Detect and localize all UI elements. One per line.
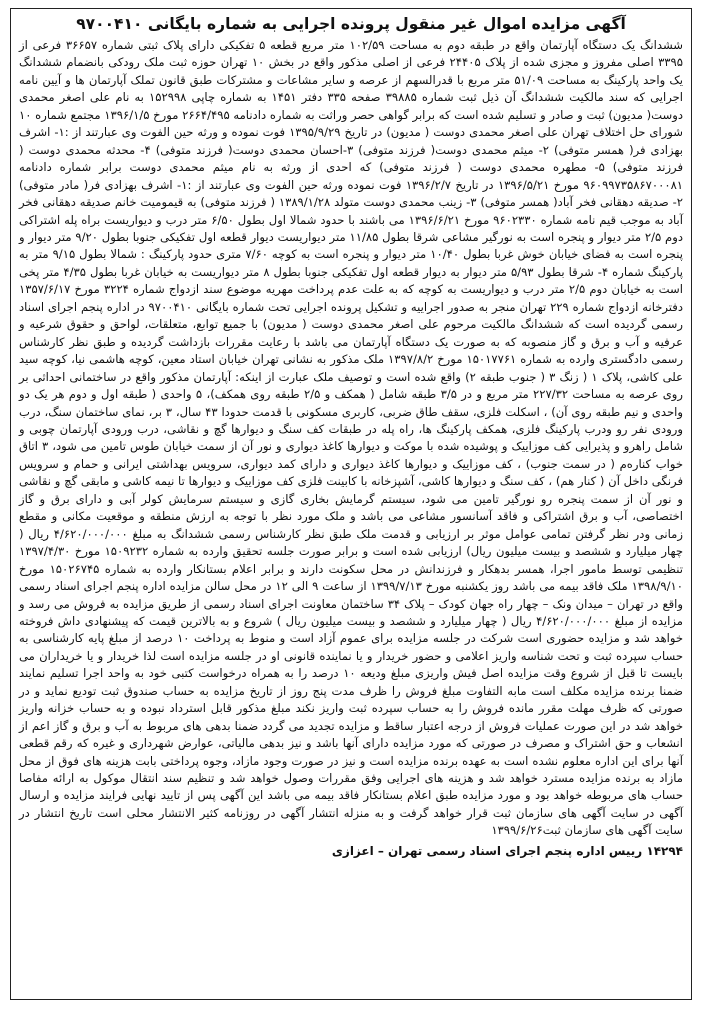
notice-body: ششدانگ یک دستگاه آپارتمان واقع در طبقه دوم به مساحت ۱۰۲/۵۹ متر مربع قطعه ۵ تفکیکی دارای پلاک ثبتی شماره ۳۶۶۵۷ فرعی از ۳۳۹۵ اصلی مفروز و مجزی شده از پلاک ۲۴۴۰۵ فرعی از اصلی مذکور واقع در بخش ۱۰ تهران حوزه ثبت ملک رودکی بانضمام ششدانگ یک واحد پارکینگ به مساحت ۵۱/۰۹ متر مربع با قدرالسهم از عرصه و سایر مشاعات و مشترکات طبق قانون تملک آپارتمان ها و آیین نامه اجرایی که سند مالکیت ششدانگ آن ذیل ثبت شماره ۳۹۸۸۵ صفحه ۳۳۵ دفتر ۱۴۵۱ به شماره چاپی ۱۵۲۹۹۸ به نام علی اصغر محمدی دوست( مدیون) ثبت و صادر و تسلیم شده است که برابر گواهی حصر وراثت به شماره دادنامه ۲۶۶۴/۴۹۵ مورخ ۱۳۹۶/۱/۵ مجتمع شماره ۱۰ شورای حل اختلاف تهران علی اصغر محمدی دوست ( مدیون) در تاریخ ۱۳۹۵/۹/۲۹ فوت نموده و ورثه حین الفوت وی عبارتند از :۱- اشرف بهزادی فر( همسر متوفی) ۲- میثم محمدی دوست( فرزند متوفی) ۳-احسان محمدی دوست( فرزند متوفی) ۴- محدثه محمدی دوست ( فرزند متوفی) ۵- مطهره محمدی دوست ( فرزند متوفی) که احدی از ورثه به نام میثم محمدی دوست برابر شماره دادنامه ۹۶۰۹۹۷۳۵۸۶۷۰۰۰۸۱ مورخ ۱۳۹۶/۵/۲۱ در تاریخ ۱۳۹۶/۲/۷ فوت نموده ورثه حین الفوت وی عبارتند از :۱- اشرف بهزادی فر( مادر متوفی) ۲- صدیقه دهقانی فخر آباد( همسر متوفی) ۳- زینب محمدی دوست متولد ۱۳۸۹/۱/۲۸ ( فرزند متوفی) به قیمومیت خانم صدیقه دهقانی فخر آباد به موجب قیم نامه شماره ۹۶۰۲۳۳۰ مورخ ۱۳۹۶/۶/۲۱ می باشند با حدود شمالا اول بطول ۶/۵۰ متر درب و دیواریست براه پله اشتراکی دوم ۲/۵ متر دیوار و پنجره است به نورگیر مشاعی شرقا بطول ۱۱/۸۵ متر دیواریست دیوار قطعه اول تفکیکی جنوبا بطول ۹/۲۰ متر دیوار و پنجره است به فضای خیابان خوش غربا بطول ۱۰/۴۰ متر دیوار و پنجره است به کوچه ۷/۶۰ متری حدود پارکینگ : شمالا بطول ۹/۱۵ متر به پارکینگ شماره ۴- شرقا بطول ۵/۹۳ متر دیوار به دیوار قطعه اول تفکیکی جنوبا بطول ۸ متر دیواریست به خیابان غربا بطول ۴/۳۵ متر پخی است به خیابان دوم ۲/۵ متر درب و دیواریست به کوچه که به علت عدم پرداخت مهریه موضوع سند ازدواج شماره ۳۲۲۴ مورخ ۱۳۵۷/۶/۱۷ دفترخانه ازدواج شماره ۲۲۹ تهران منجر به صدور اجراییه و تشکیل پرونده اجرایی تحت شماره بایگانی ۹۷۰۰۴۱۰ در اداره پنجم اجرای اسناد رسمی گردیده است که ششدانگ مالکیت مرحوم علی اصغر محمدی دوست ( مدیون) با جمیع توابع، متعلقات، لواحق و حقوق شرعیه و عرفیه و آب و برق و گاز منصوبه که به صورت یک دستگاه آپارتمان می باشد با رعایت مقررات بازداشت گردیده و طبق نظر کارشناس رسمی دادگستری وارده به شماره ۱۵۰۱۷۷۶۱ مورخ ۱۳۹۷/۸/۲ ملک مذکور به نشانی تهران خیابان استاد معین، کوچه هاشمی نیا، کوچه سید علی کاشی، پلاک ۱ ( زنگ ۳ ( جنوب طبقه ۲) واقع شده است و توصیف ملک عبارت از اینکه: آپارتمان مذکور واقع در ساختمانی احداثی بر روی عرصه به مساحت ۲۲۷/۳۲ متر مربع و در ۳/۵ طبقه شامل ( همکف و ۲/۵ طبقه روی همکف)، ۵ واحدی ( طبقه اول و دوم هر یک دو واحدی و نیم طبقه روی آن) ، اسکلت فلزی، سقف طاق ضربی، کاربری مسکونی با قدمت حدودا ۴۳ سال، ۳ بر، نمای ساختمان سنگ، درب ورودی نفر رو ودرب پارکینگ فلزی، همکف پارکینگ ها، راه پله در طبقات کف سنگ و دیوارها گچ و نقاشی، درب ورودی آپارتمان چوبی و شامل راهرو و پذیرایی کف موزاییک و پوشیده شده با موکت و دیوارها کاغذ دیواری و نور آن از سمت خیابان طوس تامین می شود، ۳ اتاق خواب کناره‌م ( در سمت جنوب) ، کف موزاییک و دیوارها کاغذ دیواری و دارای کمد دیواری، سرویس بهداشتی ایرانی و حمام و سرویس فرنگی داخل آن ( کنار هم) ، کف سنگ و دیوارها کاشی، آشپزخانه با کابینت فلزی کف موزاییک و دیوارها تا نیمه کاشی و مابقی گچ و نقاشی و نور آن از سمت پنجره رو نورگیر تامین می شود، سیستم گرمایش بخاری گازی و سیستم سرمایش کولر آبی و دارای برق و گاز اختصاصی، آب و برق اشتراکی و فاقد آسانسور مشاعی می باشد و ملک مورد نظر با توجه به ارزش منطقه و موقعیت مکانی و مقطع زمانی ودر نظر گرفتن تمامی عوامل موثر بر ارزیابی و قدمت ملک طبق نظر کارشناس رسمی ششدانگ به مبلغ ۴/۶۲۰/۰۰۰/۰۰۰ ریال ( چهار میلیارد و ششصد و بیست میلیون ریال) ارزیابی شده است و برابر صورت جلسه تحقیق وارده به شماره ۱۵۰۹۲۳۲ مورخ ۱۳۹۷/۴/۳۰ تنظیمی توسط مامور اجرا، همسر بدهکار و فرزندانش در محل سکونت دارند و برابر اعلام بستانکار وارده به شماره ۱۵۰۲۶۷۴۵ مورخ ۱۳۹۸/۹/۱۰ ملک فاقد بیمه می باشد روز یکشنبه مورخ ۱۳۹۹/۷/۱۳ از ساعت ۹ الی ۱۲ در محل سالن مزایده اداره پنجم اجرای اسناد رسمی واقع در تهران – میدان ونک – چهار راه جهان کودک – پلاک ۳۴ ساختمان معاونت اجرای اسناد رسمی از طریق مزایده به فروش می رسد و مزایده از مبلغ ۴/۶۲۰/۰۰۰/۰۰۰ ریال ( چهار میلیارد و ششصد و بیست میلیون ریال ) شروع و به بالاترین قیمت که پیشنهادی داش فروخته خواهد شد و مزایده حضوری است شرکت در جلسه مزایده برای عموم آزاد است و منوط به پرداخت ۱۰ درصد از مبلغ پایه کارشناسی به حساب سپرده ثبت و تحت شناسه واریز اعلامی و حضور خریدار و یا نماینده قانونی او در جلسه مزایده است لذا خریدار و یا خریداران می بایست تا قبل از شروع وقت مزایده اصل فیش واریزی مبلغ ودیعه ۱۰ درصد را به همراه درخواست کتبی خود به واحد اجرا تسلیم نمایند ضمنا برنده مزایده مکلف است مابه التفاوت مبلغ فروش را ظرف مدت پنج روز از تاریخ مزایده به حساب صندوق ثبت تودیع نماید و در صورتی که ظرف مهلت مقرر مانده فروش را به حساب سپرده ثبت واریز نکند مبلغ مذکور قابل استرداد نبوده و به حساب خزانه واریز خواهد شد در این صورت عملیات فروش از درجه اعتبار ساقط و مزایده تجدید می گردد ضمنا بدهی های مربوط به آب و برق و گاز اعم از انشعاب و حق اشتراک و مصرف در صورتی که مورد مزایده دارای آنها باشد و نیز بدهی مالیاتی، عوارض شهرداری و غیره که رقم قطعی آنها برای این اداره معلوم نشده است به عهده برنده مزایده است و نیز در صورت وجود مازاد، وجوه پرداختی بابت هزینه های فوق از محل مازاد به برنده مزایده مسترد خواهد شد و هزینه های اجرایی وفق مقررات وصول خواهد شد و تنظیم سند انتقال موکول به ارائه مفاصا حساب های مربوطه خواهد بود و مورد مزایده طبق اعلام بستانکار فاقد بیمه می باشد این آگهی پس از تایید نهایی فرایند مزایده و ارسال آگهی در سایت آگهی های سازمان ثبت قرار خواهد گرفت و به منزله انتشار آگهی در روزنامه کثیر الانتشار محلی است تاریخ انتشار در سایت آگهی های سازمان ثبت۱۳۹۹/۶/۲۶ bbox=[19, 38, 684, 838]
auction-notice bbox=[10, 8, 692, 1000]
notice-signature: ۱۴۲۹۴ رییس اداره پنجم اجرای اسناد رسمی تهران – اعزازی bbox=[331, 843, 683, 858]
notice-title: آگهی مزایده اموال غیر منقول پرونده اجرایی به شماره بایگانی ۹۷۰۰۴۱۰ bbox=[76, 15, 626, 33]
